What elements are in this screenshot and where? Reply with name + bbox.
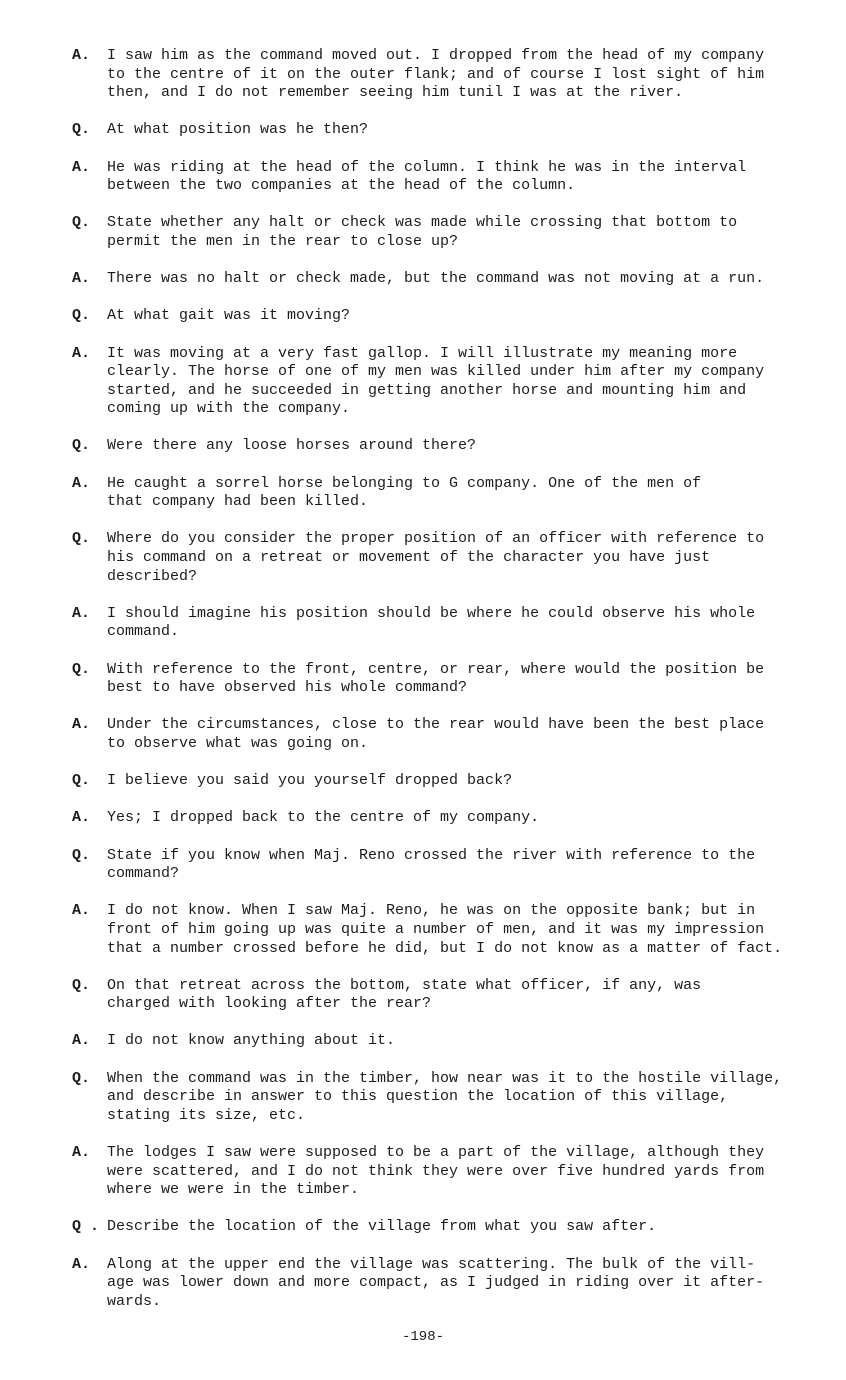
answer-item	[72, 1256, 812, 1312]
entry-text	[107, 809, 812, 828]
text-line: I believe you said you yourself dropped back?	[107, 772, 513, 790]
question-item	[72, 1070, 812, 1126]
entry-text	[107, 270, 812, 289]
text-line: I saw him as the command moved out. I dropped from the head of my company	[107, 47, 765, 64]
speaker-label: Q.	[72, 846, 91, 864]
question-item	[72, 1218, 812, 1237]
speaker-label: A.	[72, 47, 91, 64]
question-item	[72, 530, 812, 586]
answer-item	[72, 47, 812, 103]
text-line: front of him going up was quite a number of men, and it was my impression	[107, 920, 765, 938]
entry-text	[107, 605, 812, 642]
text-line: There was no halt or check made, but the command was not moving at a run.	[107, 270, 765, 288]
speaker-label: Q .	[72, 1218, 100, 1236]
entry-text	[107, 1256, 812, 1312]
entry-text	[107, 716, 812, 753]
question-item	[72, 977, 812, 1014]
answer-item	[72, 270, 812, 289]
entry-text	[107, 1032, 812, 1051]
entry-text	[107, 159, 812, 196]
speaker-label: Q.	[72, 530, 91, 548]
entry-text	[107, 1070, 812, 1126]
entry-text	[107, 902, 812, 958]
speaker-label: A.	[72, 474, 91, 492]
text-line: Describe the location of the village from what you saw after.	[107, 1218, 657, 1236]
text-line: age was lower down and more compact, as I judged in riding over it after-	[107, 1274, 765, 1292]
question-item	[72, 121, 812, 140]
text-line: then, and I do not remember seeing him tunil I was at the river.	[107, 84, 684, 102]
page-number: -198-	[401, 1329, 444, 1345]
text-line: clearly. The horse of one of my men was killed under him after my company	[107, 363, 765, 381]
speaker-label: Q.	[72, 121, 91, 139]
entry-text	[107, 437, 812, 456]
text-line: described?	[107, 567, 198, 585]
text-line: When the command was in the timber, how near was it to the hostile village,	[107, 1069, 783, 1087]
text-line: to the centre of it on the outer flank; and of course I lost sight of him	[107, 65, 765, 83]
entry-text	[107, 47, 812, 103]
text-line: Where do you consider the proper position of an officer with reference to	[107, 530, 765, 548]
question-item	[72, 437, 812, 456]
text-line: Under the circumstances, close to the rear would have been the best place	[107, 716, 765, 734]
text-line: wards.	[107, 1292, 162, 1310]
speaker-label: A.	[72, 344, 91, 362]
question-item	[72, 214, 812, 251]
entry-text	[107, 661, 812, 698]
speaker-label: Q.	[72, 976, 91, 994]
text-line: to observe what was going on.	[107, 734, 369, 752]
text-line: charged with looking after the rear?	[107, 995, 432, 1013]
entry-text	[107, 530, 812, 586]
text-line: best to have observed his whole command?	[107, 679, 468, 697]
answer-item	[72, 1144, 812, 1200]
speaker-label: Q.	[72, 1069, 91, 1087]
speaker-label: Q.	[72, 214, 91, 232]
text-line: were scattered, and I do not think they were over five hundred yards from	[107, 1162, 765, 1180]
answer-item	[72, 159, 812, 196]
question-item	[72, 772, 812, 791]
text-line: Were there any loose horses around there?	[107, 437, 477, 455]
speaker-label: Q.	[72, 660, 91, 678]
question-item	[72, 307, 812, 326]
speaker-label: Q.	[72, 437, 91, 455]
answer-item	[72, 1032, 812, 1051]
text-line: Along at the upper end the village was scattering. The bulk of the vill-	[107, 1255, 756, 1273]
text-line: Yes; I dropped back to the centre of my company.	[107, 809, 540, 827]
answer-item	[72, 716, 812, 753]
entry-text	[107, 307, 812, 326]
question-item	[72, 661, 812, 698]
question-item	[72, 847, 812, 884]
text-line: stating its size, etc.	[107, 1106, 306, 1124]
speaker-label: A.	[72, 270, 91, 288]
text-line: his command on a retreat or movement of the character you have just	[107, 549, 711, 567]
entry-text	[107, 847, 812, 884]
answer-item	[72, 475, 812, 512]
text-line: command.	[107, 623, 180, 641]
answer-item	[72, 902, 812, 958]
text-line: I should imagine his position should be where he could observe his whole	[107, 604, 756, 622]
entry-text	[107, 977, 812, 1014]
text-line: At what gait was it moving?	[107, 307, 351, 325]
answer-item	[72, 345, 812, 419]
speaker-label: Q.	[72, 772, 91, 790]
text-line: where we were in the timber.	[107, 1181, 360, 1199]
text-line: coming up with the company.	[107, 400, 351, 418]
answer-item	[72, 809, 812, 828]
text-line: He caught a sorrel horse belonging to G company. One of the men of	[107, 474, 702, 492]
entry-text	[107, 772, 812, 791]
speaker-label: A.	[72, 604, 91, 622]
qa-list	[72, 47, 812, 1330]
entry-text	[107, 214, 812, 251]
text-line: and describe in answer to this question the location of this village,	[107, 1088, 729, 1106]
text-line: State if you know when Maj. Reno crossed the river with reference to the	[107, 846, 756, 864]
text-line: On that retreat across the bottom, state what officer, if any, was	[107, 976, 702, 994]
speaker-label: A.	[72, 809, 91, 827]
speaker-label: A.	[72, 1144, 91, 1162]
text-line: that a number crossed before he did, but I do not know as a matter of fact.	[107, 939, 783, 957]
entry-text	[107, 1144, 812, 1200]
text-line: permit the men in the rear to close up?	[107, 232, 459, 250]
speaker-label: A.	[72, 158, 91, 176]
speaker-label: A.	[72, 1032, 91, 1050]
text-line: that company had been killed.	[107, 493, 369, 511]
text-line: At what position was he then?	[107, 121, 369, 139]
entry-text	[107, 1218, 812, 1237]
entry-text	[107, 121, 812, 140]
text-line: The lodges I saw were supposed to be a part of the village, although they	[107, 1144, 765, 1162]
text-line: I do not know. When I saw Maj. Reno, he was on the opposite bank; but in	[107, 902, 756, 920]
text-line: between the two companies at the head of the column.	[107, 177, 576, 195]
answer-item	[72, 605, 812, 642]
speaker-label: A.	[72, 716, 91, 734]
speaker-label: A.	[72, 1255, 91, 1273]
entry-text	[107, 475, 812, 512]
text-line: It was moving at a very fast gallop. I will illustrate my meaning more	[107, 344, 738, 362]
text-line: command?	[107, 865, 180, 883]
text-line: started, and he succeeded in getting another horse and mounting him and	[107, 381, 747, 399]
speaker-label: A.	[72, 902, 91, 920]
speaker-label: Q.	[72, 307, 91, 325]
text-line: State whether any halt or check was made while crossing that bottom to	[107, 214, 738, 232]
text-line: He was riding at the head of the column. I think he was in the interval	[107, 158, 747, 176]
text-line: I do not know anything about it.	[107, 1032, 396, 1050]
entry-text	[107, 345, 812, 419]
text-line: With reference to the front, centre, or rear, where would the position be	[107, 660, 765, 678]
